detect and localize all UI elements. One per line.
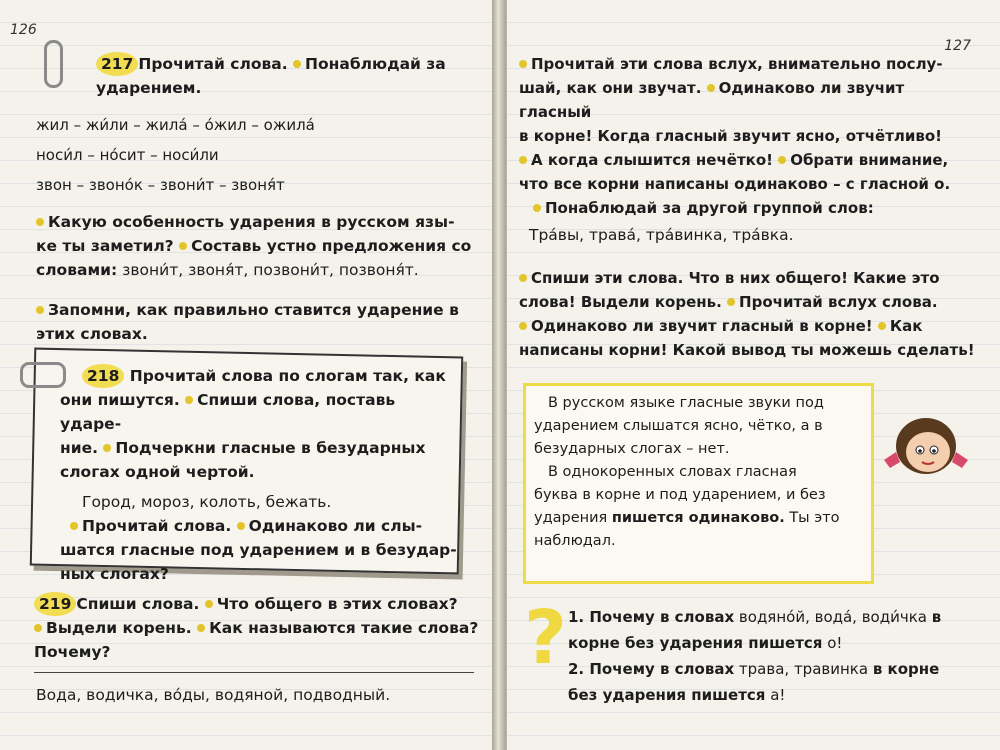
ex218-line: Прочитай слова по слогам так, как [129,367,446,385]
task-line: Прочитай вслух слова. [739,293,938,311]
task-line: Как [889,317,923,335]
ex219-line: Как называются такие слова? [209,619,479,637]
word-line: звон – звоно́к – звони́т – звоня́т [36,176,285,194]
task-text [519,266,989,362]
rule-emphasis: пишется одинаково. [611,510,785,526]
bullet-icon [778,156,786,164]
ex219-line: Что общего в этих словах? [216,595,458,613]
ex219-words: Вода, водичка, во́ды, водяной, подводный. [36,686,391,704]
intro-line: в корне! Когда гласный звучит ясно, отчётливо! [519,127,943,145]
bullet-icon [34,624,42,632]
question-line: без ударения пишется [568,686,766,704]
bullet-icon [36,218,44,226]
task-line: слова! Выдели корень. [519,293,722,311]
question-words: о! [827,634,843,652]
rule-line: буква в корне и под ударением, и без [534,487,826,503]
ex218-line: Одинаково ли слы- [248,517,423,535]
question-text: ке ты заметил? [36,237,174,255]
exercise-number-219: 219 [34,592,76,616]
bullet-icon [727,298,735,306]
rule-line: безударных слогах – нет. [534,441,730,457]
question-line: 2. Почему в словах [568,660,735,678]
question-text: словами: [36,261,118,279]
bullet-icon [878,322,886,330]
rule-line: наблюдал. [534,533,616,549]
question-line: в [931,608,942,626]
question-line: в корне [872,660,940,678]
intro-text [519,52,979,220]
word-line: носи́л – но́сит – носи́ли [36,146,219,164]
book-gutter [492,0,506,750]
page-number-left: 126 [10,22,37,38]
question-text: Какую особенность ударения в русском язы- [48,213,455,231]
bullet-icon [179,242,187,250]
bullet-icon [519,322,527,330]
ex219-line: Почему? [34,643,111,661]
question-text: Составь устно предложения со [191,237,472,255]
rule-text [534,392,864,553]
ex218-line: Подчеркни гласные в безударных [115,439,426,457]
ex218-words: Город, мороз, колоть, бежать. [82,493,332,511]
questions [568,604,988,708]
question-words: трава, травинка [738,660,869,678]
task-line: написаны корни! Какой вывод ты можешь сделать! [519,341,975,359]
question-line: 1. Почему в словах [568,608,735,626]
exercise-number-217: 217 [96,52,138,76]
ex219-line: Выдели корень. [46,619,192,637]
bullet-icon [519,60,527,68]
rule-line: В русском языке гласные звуки под [548,395,824,411]
remember-text: Запомни, как правильно ставится ударение в [48,301,459,319]
word-line: жил – жи́ли – жила́ – о́жил – ожила́ [36,116,315,134]
question-words: водяно́й, вода́, води́чка [738,608,927,626]
remember-text: этих словах. [36,325,148,343]
bullet-icon [293,60,301,68]
bullet-icon [70,522,78,530]
ex218-line: ние. [60,439,98,457]
bullet-icon [103,444,111,452]
question-words: звони́т, звоня́т, позвони́т, позвоня́т. [122,261,419,279]
ex218-line: Прочитай слова. [82,517,232,535]
bullet-icon [707,84,715,92]
exercise-218-text [60,364,460,586]
intro-line: Одинаково ли звучит гласный [519,79,905,121]
bullet-icon [205,600,213,608]
bullet-icon [197,624,205,632]
rule-line: ударения [534,510,608,526]
ex217-question [36,210,476,282]
exercise-number-218: 218 [82,364,124,388]
ex217-instruction-cont: ударением. [96,79,202,97]
word-group: Тра́вы, трава́, тра́винка, тра́вка. [529,226,794,244]
left-page [0,0,493,750]
ex217-instruction: Прочитай слова. [138,55,288,73]
intro-line: Понаблюдай за другой группой слов: [545,199,874,217]
rule-line: Ты это [789,510,840,526]
ex218-line: ных слогах? [60,565,169,583]
ex218-line: они пишутся. [60,391,180,409]
ex219-line: Спиши слова. [76,595,200,613]
ex217-remember [36,298,486,346]
rule-line: ударением слышатся ясно, чётко, а в [534,418,823,434]
bullet-icon [36,306,44,314]
divider [34,672,474,673]
question-mark-icon: ? [524,595,567,681]
task-line: Спиши эти слова. Что в них общего! Какие это [531,269,940,287]
bullet-icon [237,522,245,530]
task-line: Одинаково ли звучит гласный в корне! [531,317,873,335]
intro-line: шай, как они звучат. [519,79,702,97]
question-line: корне без ударения пишется [568,634,823,652]
intro-line: Прочитай эти слова вслух, внимательно послу- [531,55,943,73]
intro-line: А когда слышится нечётко! [531,151,773,169]
exercise-219 [34,592,484,664]
question-words: а! [770,686,786,704]
ex217-words [36,110,315,200]
girl-illustration [876,408,976,488]
intro-line: Обрати внимание, [790,151,949,169]
ex218-line: слогах одной чертой. [60,463,255,481]
ex218-line: шатся гласные под ударением и в безудар- [60,541,457,559]
rule-line: В однокоренных словах гласная [548,464,797,480]
exercise-217-header [96,52,476,76]
bullet-icon [519,156,527,164]
bullet-icon [533,204,541,212]
ex217-instruction-observe: Понаблюдай за [305,55,446,73]
page-number-right: 127 [944,38,971,54]
paperclip-icon [44,40,63,88]
ex218-line: Спиши слова, поставь ударе- [60,391,396,433]
intro-line: что все корни написаны одинаково – с гласной о. [519,175,951,193]
bullet-icon [185,396,193,404]
bullet-icon [519,274,527,282]
